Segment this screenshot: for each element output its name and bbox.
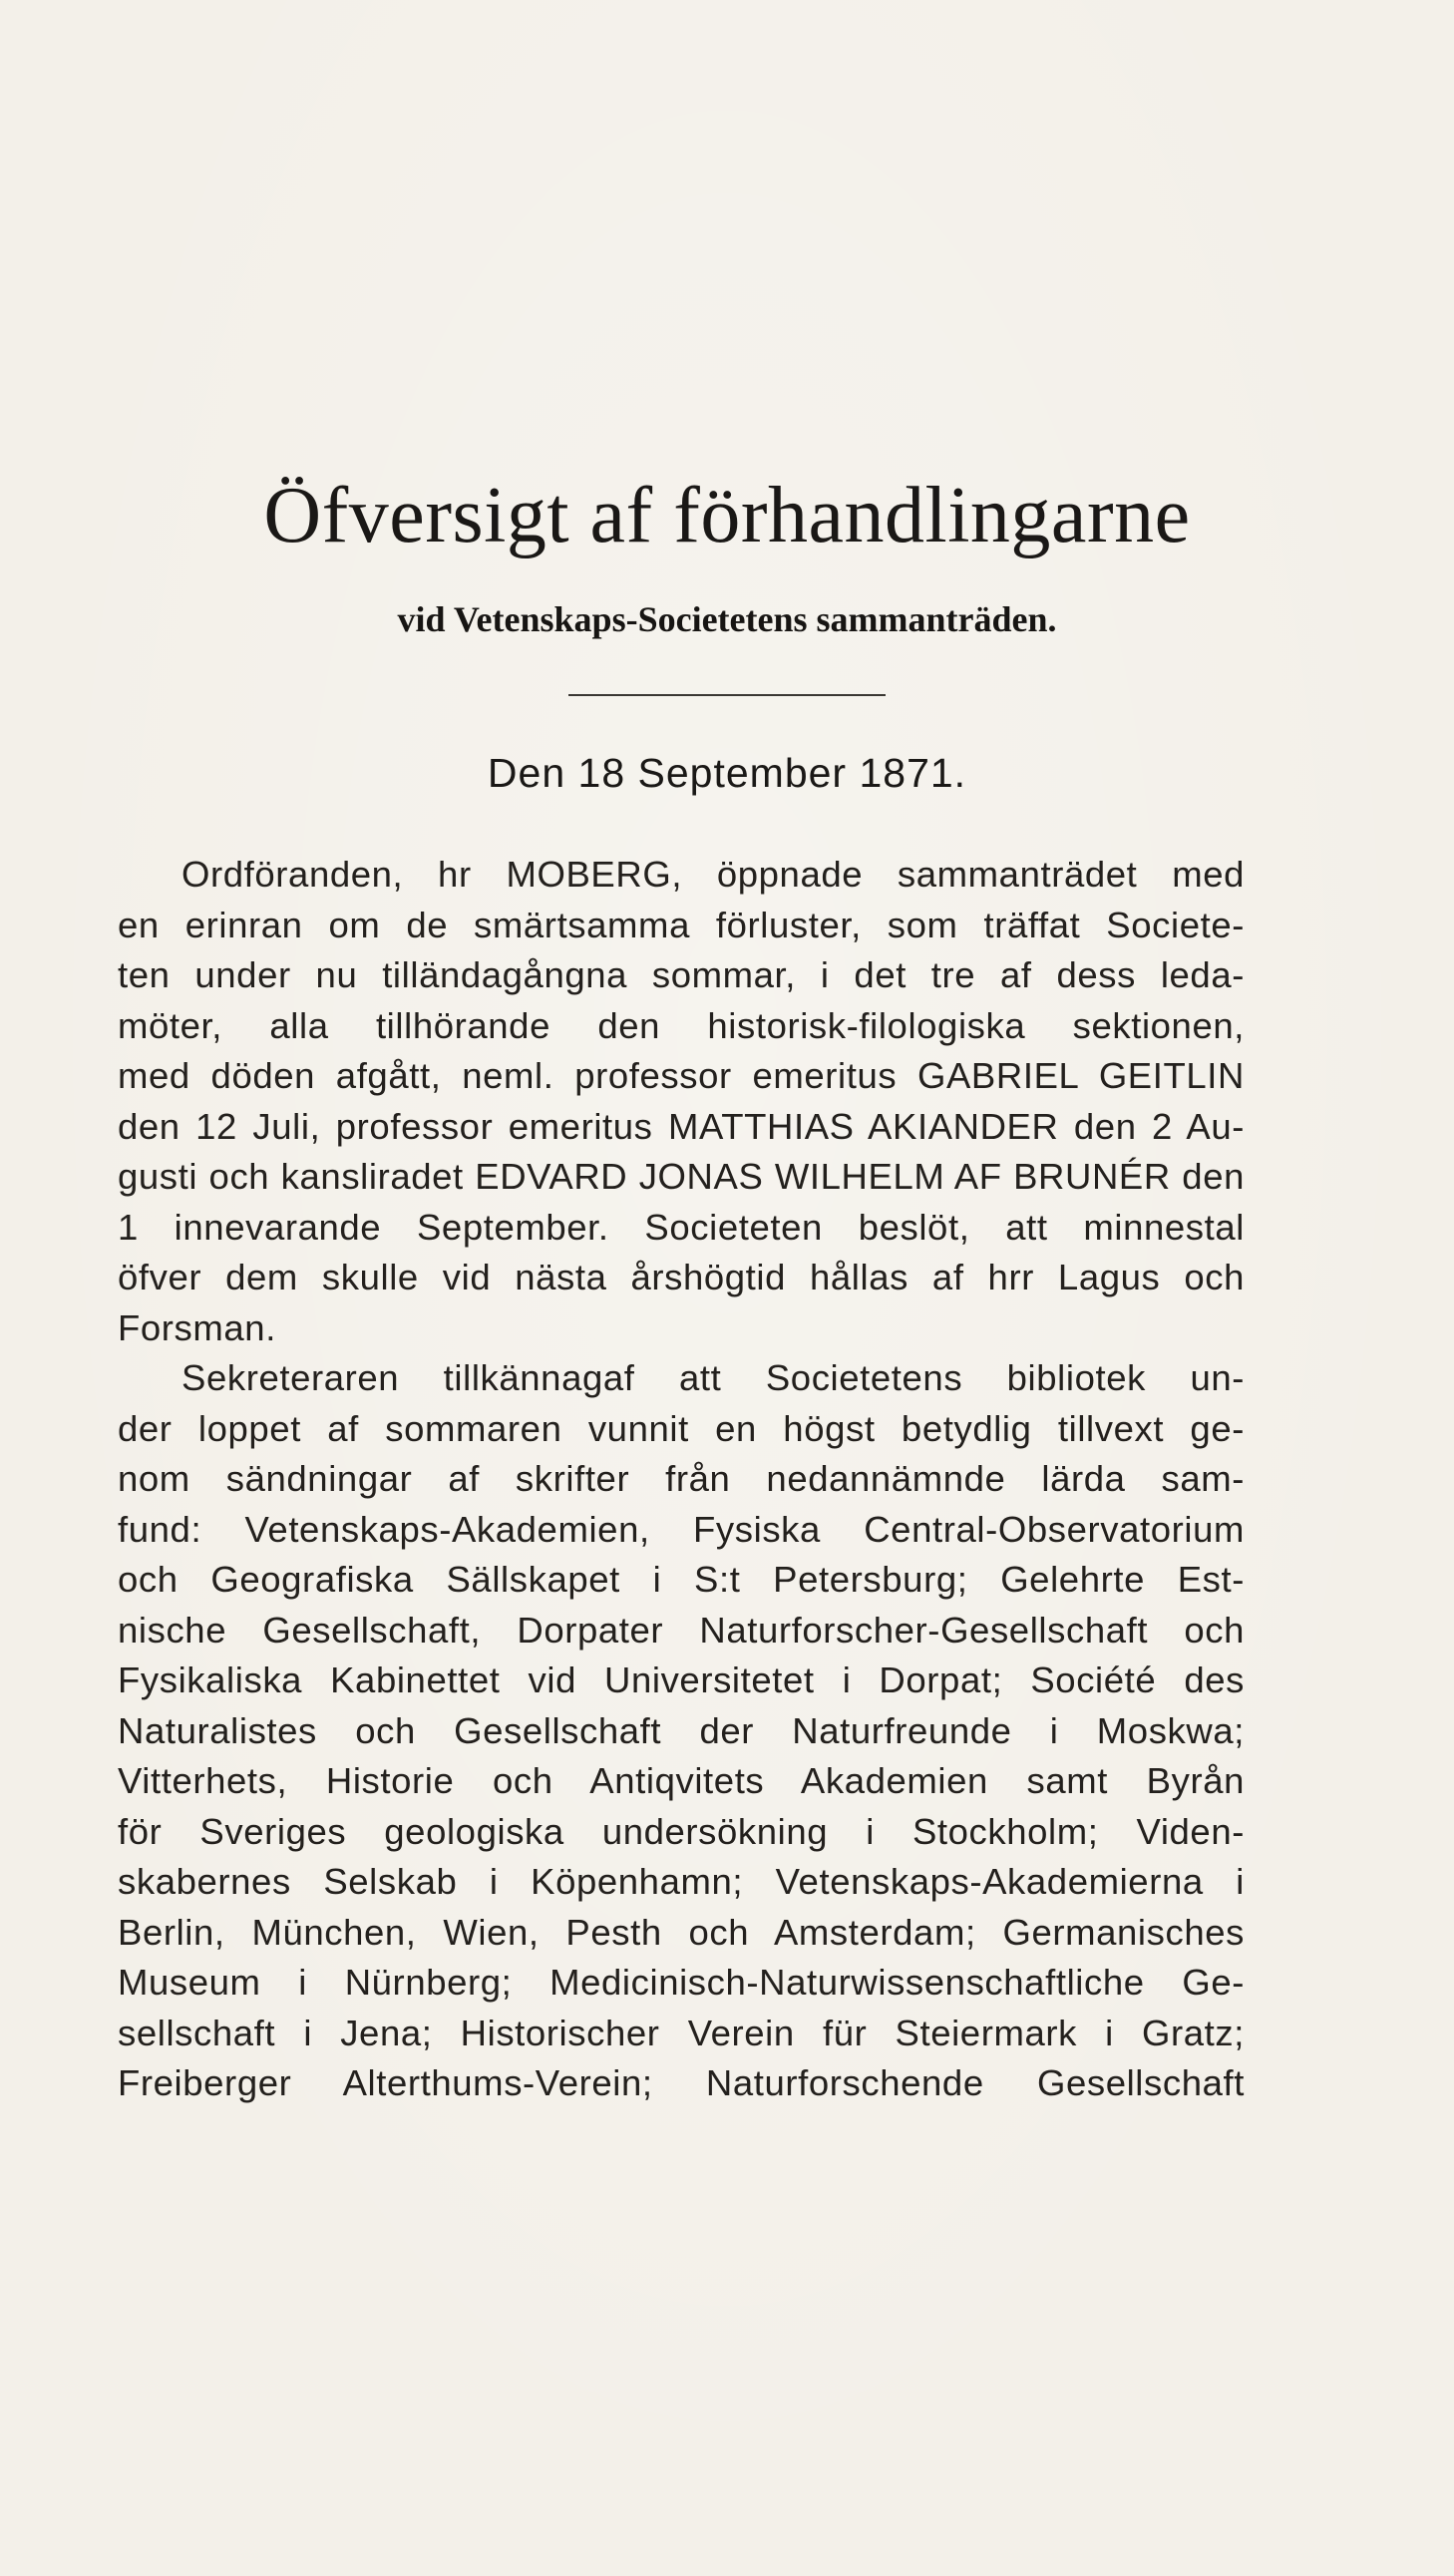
text-line: Museum i Nürnberg; Medicinisch-Naturwissenschaftliche Ge- (118, 1962, 1245, 2003)
text-line: ten under nu tilländagångna sommar, i det tre af dess leda- (118, 954, 1245, 995)
text-line: Naturalistes och Gesellschaft der Naturfreunde i Moskwa; (118, 1709, 1245, 1751)
text-line: fund: Vetenskaps-Akademien, Fysiska Central-Observatorium (118, 1508, 1245, 1550)
text-line: gusti och kansliradet EDVARD JONAS WILHELM AF BRUNÉR den (118, 1156, 1245, 1197)
text-line: och Geografiska Sällskapet i S:t Petersburg; Gelehrte Est- (118, 1559, 1245, 1600)
text-line: nische Gesellschaft, Dorpater Naturforscher-Gesellschaft och (118, 1609, 1245, 1651)
text-line: den 12 Juli, professor emeritus MATTHIAS AKIANDER den 2 Au- (118, 1105, 1245, 1147)
meeting-date: Den 18 September 1871. (487, 750, 967, 796)
text-line: möter, alla tillhörande den historisk-filologiska sektionen, (118, 1004, 1245, 1046)
text-line: Berlin, München, Wien, Pesth och Amsterdam; Germanisches (118, 1911, 1245, 1953)
text-line: Vitterhets, Historie och Antiqvitets Akademien samt Byrån (118, 1760, 1245, 1801)
text-line: Freiberger Alterthums-Verein; Naturforschende Gesellschaft (118, 2062, 1245, 2103)
text-line: en erinran om de smärtsamma förluster, som träffat Societe- (118, 904, 1245, 945)
text-line: för Sveriges geologiska undersökning i Stockholm; Viden- (118, 1810, 1245, 1852)
text-line: Forsman. (118, 1306, 276, 1348)
text-line: Sekreteraren tillkännagaf att Societetens bibliotek un- (182, 1357, 1245, 1398)
text-line: der loppet af sommaren vunnit en högst betydlig tillvext ge- (118, 1407, 1245, 1449)
text-line: Ordföranden, hr MOBERG, öppnade sammanträdet med (182, 854, 1245, 895)
text-line: Fysikaliska Kabinettet vid Universitetet i Dorpat; Société des (118, 1659, 1245, 1700)
body-text (118, 850, 1245, 2109)
text-line: nom sändningar af skrifter från nedannämnde lärda sam- (118, 1458, 1245, 1499)
page-title: Öfversigt af förhandlingarne (263, 472, 1191, 559)
text-line: 1 innevarande September. Societeten beslöt, att minnestal (118, 1206, 1245, 1248)
text-line: skabernes Selskab i Köpenhamn; Vetenskaps-Akademierna i (118, 1861, 1245, 1902)
text-line: med döden afgått, neml. professor emeritus GABRIEL GEITLIN (118, 1055, 1245, 1096)
text-line: öfver dem skulle vid nästa årshögtid hållas af hrr Lagus och (118, 1257, 1245, 1297)
horizontal-divider (568, 694, 886, 696)
page-subtitle: vid Vetenskaps-Societetens sammanträden. (397, 599, 1057, 639)
text-line: sellschaft i Jena; Historischer Verein für Steiermark i Gratz; (118, 2012, 1245, 2053)
